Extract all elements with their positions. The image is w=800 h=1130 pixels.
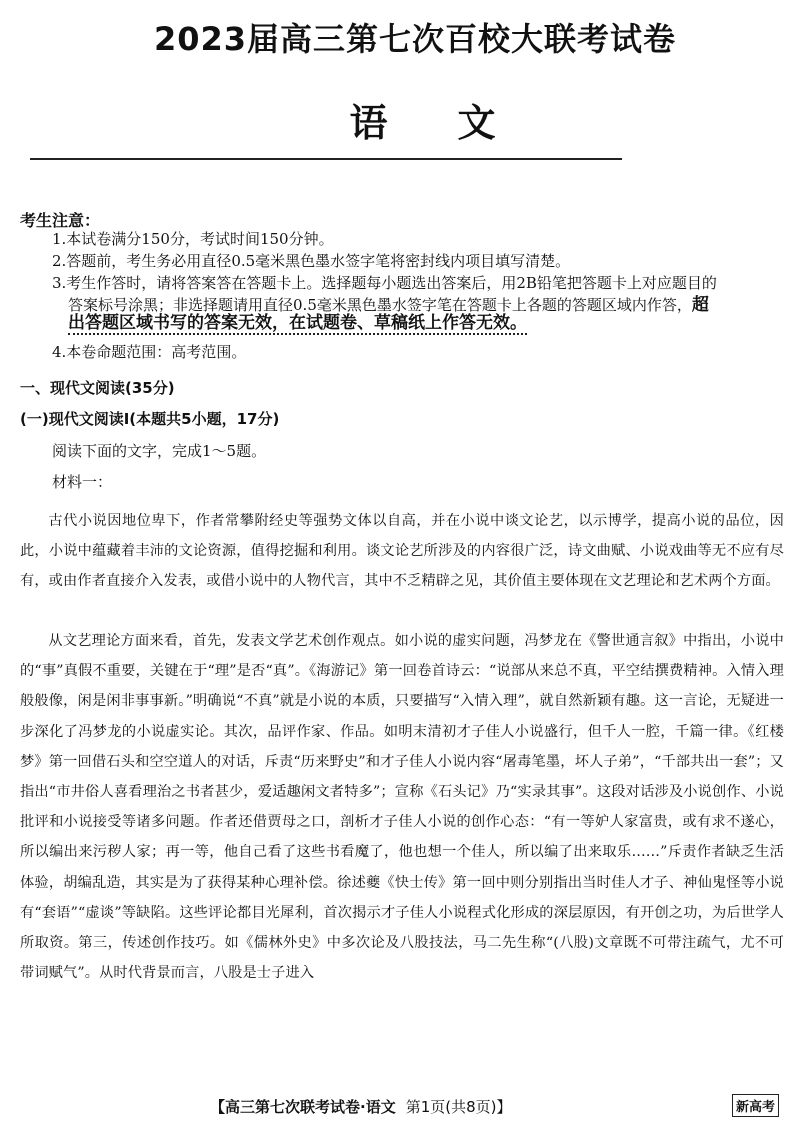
notice-emphasis-start: 超 — [691, 295, 709, 315]
subject-title: 语文 — [349, 101, 566, 145]
notice-item-text: 答案标号涂黑；非选择题请用直径0.5毫米黑色墨水签字笔在答题卡上各题的答题区域内作答， — [68, 296, 692, 314]
body-paragraph: 从文艺理论方面来看，首先，发表文学艺术创作观点。如小说的虚实问题，冯梦龙在《警世通言叙》中指出，小说中的“事”真假不重要，关键在于“理”是否“真”。《海游记》第一回卷首诗云：“说部从来总不真，平空结撰费精神。入情入理般般像，闲是闲非事事新。”明确说“不真”就是小说的本质，只要描写“入情入理”，就自然新颖有趣。这一言论，无疑进一步深化了冯梦龙的小说虚实论。其次，品评作家、作品。如明末清初才子佳人小说盛行，但千人一腔，千篇一律。《红楼梦》第一回借石头和空空道人的对话，斥责“历来野史”和才子佳人小说内容“屠毒笔墨，坏人子弟”，“千部共出一套”；又指出“市井俗人喜看理治之书者甚少，爱适趣闲文者特多”；宣称《石头记》乃“实录其事”。这段对话涉及小说创作、小说批评和小说接受等诸多问题。作者还借贾母之口，剖析才子佳人小说的创作心态：“有一等妒人家富贵，或有求不遂心，所以编出来污秽人家；再一等，他自己看了这些书看魔了，他也想一个佳人，所以编了出来取乐……”斥责作者缺乏生活体验，胡编乱造，其实是为了获得某种心理补偿。徐述夔《快士传》第一回中则分别指出当时佳人才子、神仙鬼怪等小说有“套语”“虚谈”等缺陷。这些评论都目光犀利，首次揭示才子佳人小说程式化形成的深层原因，有开创之功，为后世学人所取资。第三，传述创作技巧。如《儒林外史》中多次论及八股技法，马二先生称“(八股)文章既不可带注疏气，尤不可带词赋气”。从时代背景而言，八股是士子进入 — [20, 633, 784, 982]
section-subtitle: (一)现代文阅读Ⅰ(本题共5小题，17分) — [20, 410, 280, 428]
notice-item: 2.答题前，考生务必用直径0.5毫米黑色墨水签字笔将密封线内项目填写清楚。 — [52, 252, 571, 270]
notice-heading: 考生注意： — [20, 211, 101, 230]
reading-instruction: 阅读下面的文字，完成1～5题。 — [52, 442, 267, 460]
title-divider — [30, 158, 622, 160]
notice-emphasis — [68, 313, 527, 333]
notice-item: 4.本卷命题范围：高考范围。 — [52, 343, 247, 361]
exam-type-badge: 新高考 — [732, 1094, 779, 1117]
notice-item: 3.考生作答时，请将答案答在答题卡上。选择题每小题选出答案后，用2B铅笔把答题卡上对应题目的 — [52, 274, 717, 292]
exam-title: 2023届高三第七次百校大联考试卷 — [153, 20, 677, 58]
notice-item-continued — [68, 295, 709, 315]
notice-emphasis-text: 出答题区域书写的答案无效，在试题卷、草稿纸上作答无效。 — [68, 313, 527, 333]
notice-item: 1.本试卷满分150分，考试时间150分钟。 — [52, 230, 334, 248]
body-paragraph: 古代小说因地位卑下，作者常攀附经史等强势文体以自高，并在小说中谈文论艺，以示博学，提高小说的品位，因此，小说中蕴藏着丰沛的文论资源，值得挖掘和利用。谈文论艺所涉及的内容很广泛，诗文曲赋、小说戏曲等无不应有尽有，或由作者直接介入发表，或借小说中的人物代言，其中不乏精辟之见，其价值主要体现在文艺理论和艺术两个方面。 — [20, 513, 784, 590]
page-footer — [210, 1096, 512, 1117]
footer-label: 【高三第七次联考试卷·语文 — [210, 1098, 396, 1116]
material-label: 材料一： — [52, 473, 113, 491]
section-title: 一、现代文阅读(35分) — [20, 379, 175, 397]
page-number: 第1页(共8页)】 — [405, 1098, 512, 1116]
